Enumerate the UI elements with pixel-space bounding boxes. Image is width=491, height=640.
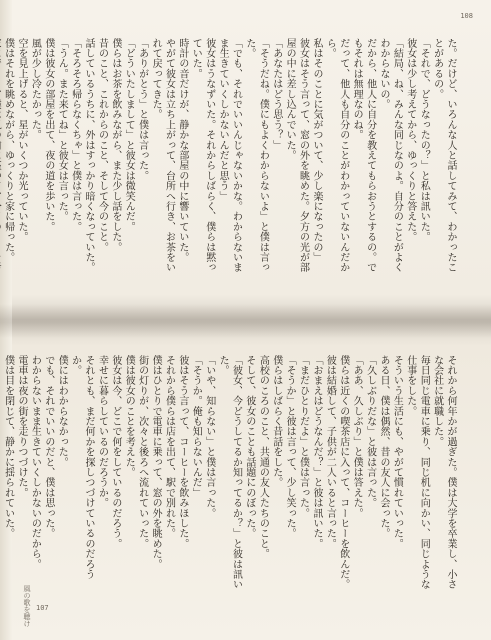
text-line: 彼女はうなずいた。それからしばらく、僕らは黙っていた。 [190,38,215,273]
text-line: 「そうか。俺も知らないんだ」 [190,355,202,498]
text-line: 空を見上げると、星がいくつか光っていた。 [16,38,27,242]
text-line: それから何年かが過ぎた。僕は大学を卒業し、小さな会社に就職した。 [431,355,456,590]
text-line: 彼はそう言って、コーヒーを飲みほした。 [176,355,188,549]
running-head: 風の歌を聴け [23,585,31,627]
text-line: 「そろそろ帰らなくちゃ」と僕は言った。 [69,38,81,232]
text-line: 彼女はそう言って、窓の外を眺めた。夕方の光が部屋の中に差し込んでいた。 [284,38,309,273]
text-line: 「彼女、今どうしてるか知ってるか？」と彼は訊いた。 [217,355,242,590]
text-line: 僕はそれを眺めながら、ゆっくりと家に帰った。 [2,38,14,263]
text-line: 街の灯りが、次々と後ろへ流れていった。 [136,355,148,549]
text-line: 「ありがとう」と僕は言った。 [136,38,148,181]
text-line: 風が少し冷たかった。 [29,38,41,140]
text-line: やがて彼女は立ち上がって、台所へ行き、お茶をいれて戻ってきた。 [150,38,175,273]
text-line: 彼女は今、どこで何をしているのだろう。 [109,355,121,549]
text-line: 「あなたはどう思う？」 [270,38,282,151]
text-line: 「それで、どうなったの？」と私は訊いた。 [418,38,430,242]
text-line [0,38,1,278]
text-line: それとも、まだ何かを探しつづけているのだろうか。 [69,355,95,580]
text-line: 「うん。また来てね」と彼女は言った。 [56,38,68,222]
text-line: 僕らは近くの喫茶店に入って、コーヒーを飲んだ。 [337,355,349,590]
text-line: 電車は夜の街を走りつづけた。 [16,355,27,498]
text-line: 「でも、それでいいんじゃないかな。わからないまま生きていくしかないんだと思う」 [217,38,242,273]
text-line: 時計の音だけが、静かな部屋の中に響いていた。 [176,38,188,263]
text-line: わからないまま生きていくしかないのだから。 [29,355,41,570]
page-number-top: 108 [460,12,473,20]
text-line: た。だけど、いろんな人と話してみて、わかったことがあるの。 [431,38,456,273]
text-line: 僕はひとりで電車に乗って、窓の外を眺めた。 [150,355,162,570]
bottom-page-text [2,355,457,591]
text-line: 「久しぶりだな」と彼は言った。 [364,355,376,508]
text-line: そして、彼女のことも話題にのぼった。 [243,355,255,539]
text-line: 彼は結婚して、子供が二人いると言った。 [324,355,336,549]
text-line: 彼女は少し考えてから、ゆっくりと答えた。 [404,38,416,242]
text-line: でも、それでいいのだと、僕は思った。 [42,355,54,539]
text-line: 「そうだね。僕にもよくわからないよ」と僕は言った。 [243,38,269,273]
text-line: だから、他人に自分を教えてもらおうとするの。でもそれは無理なのね。 [351,38,376,273]
text-line: 僕は目を閉じて、静かに揺られていた。 [2,355,14,539]
text-line: 昔のこと、これからのこと、そして今のこと。 [96,38,108,253]
page-number-bottom: 107 [36,604,49,612]
text-line: 「まだひとりだよ」と僕は言った。 [297,355,309,519]
text-line: 「どういたしまして」と彼女は微笑んだ。 [123,38,135,232]
text-line: 僕にはわからなかった。 [56,355,68,468]
book-gutter [0,304,491,338]
text-line: 話しているうちに、外はすっかり暗くなっていた。 [83,38,95,273]
text-line: そういう生活にも、やがて慣れていった。 [391,355,403,549]
text-line: 高校のころのこと、共通の友人たちのこと。 [257,355,269,559]
text-line: 「結局、ね、みんな同じなのよ。自分のことがよくわからないの。 [377,38,403,273]
text-line: 毎日同じ電車に乗り、同じ机に向かい、同じような仕事をした。 [404,355,430,590]
text-line: 僕らはしばらく昔話をした。 [270,355,282,488]
text-line: だって、他人も自分のことがわかっていないんだから。 [324,38,349,273]
text-line: 私はそのことに気がついて、少し楽になったの」 [310,38,322,263]
text-line: ある日、僕は偶然、昔の友人に会った。 [377,355,389,539]
text-line: 幸せに暮らしているのだろうか。 [96,355,108,508]
text-line: 「いや、知らない」と僕は言った。 [203,355,215,519]
text-line: 「ああ、久しぶり」と僕は答えた。 [351,355,363,519]
text-line: 「そうか」と彼は言って、少し笑った。 [284,355,296,539]
text-line: 僕は彼女の部屋を出て、夜の道を歩いた。 [42,38,54,232]
text-line: 「おまえはどうなんだ？」と彼は訊いた。 [310,355,322,549]
text-line: 僕は彼女のことを考えた。 [123,355,135,478]
text-line: それから僕らは店を出て、駅で別れた。 [163,355,175,539]
text-line: 僕らはお茶を飲みながら、また少し話をした。 [109,38,121,253]
top-page-text [2,38,457,278]
